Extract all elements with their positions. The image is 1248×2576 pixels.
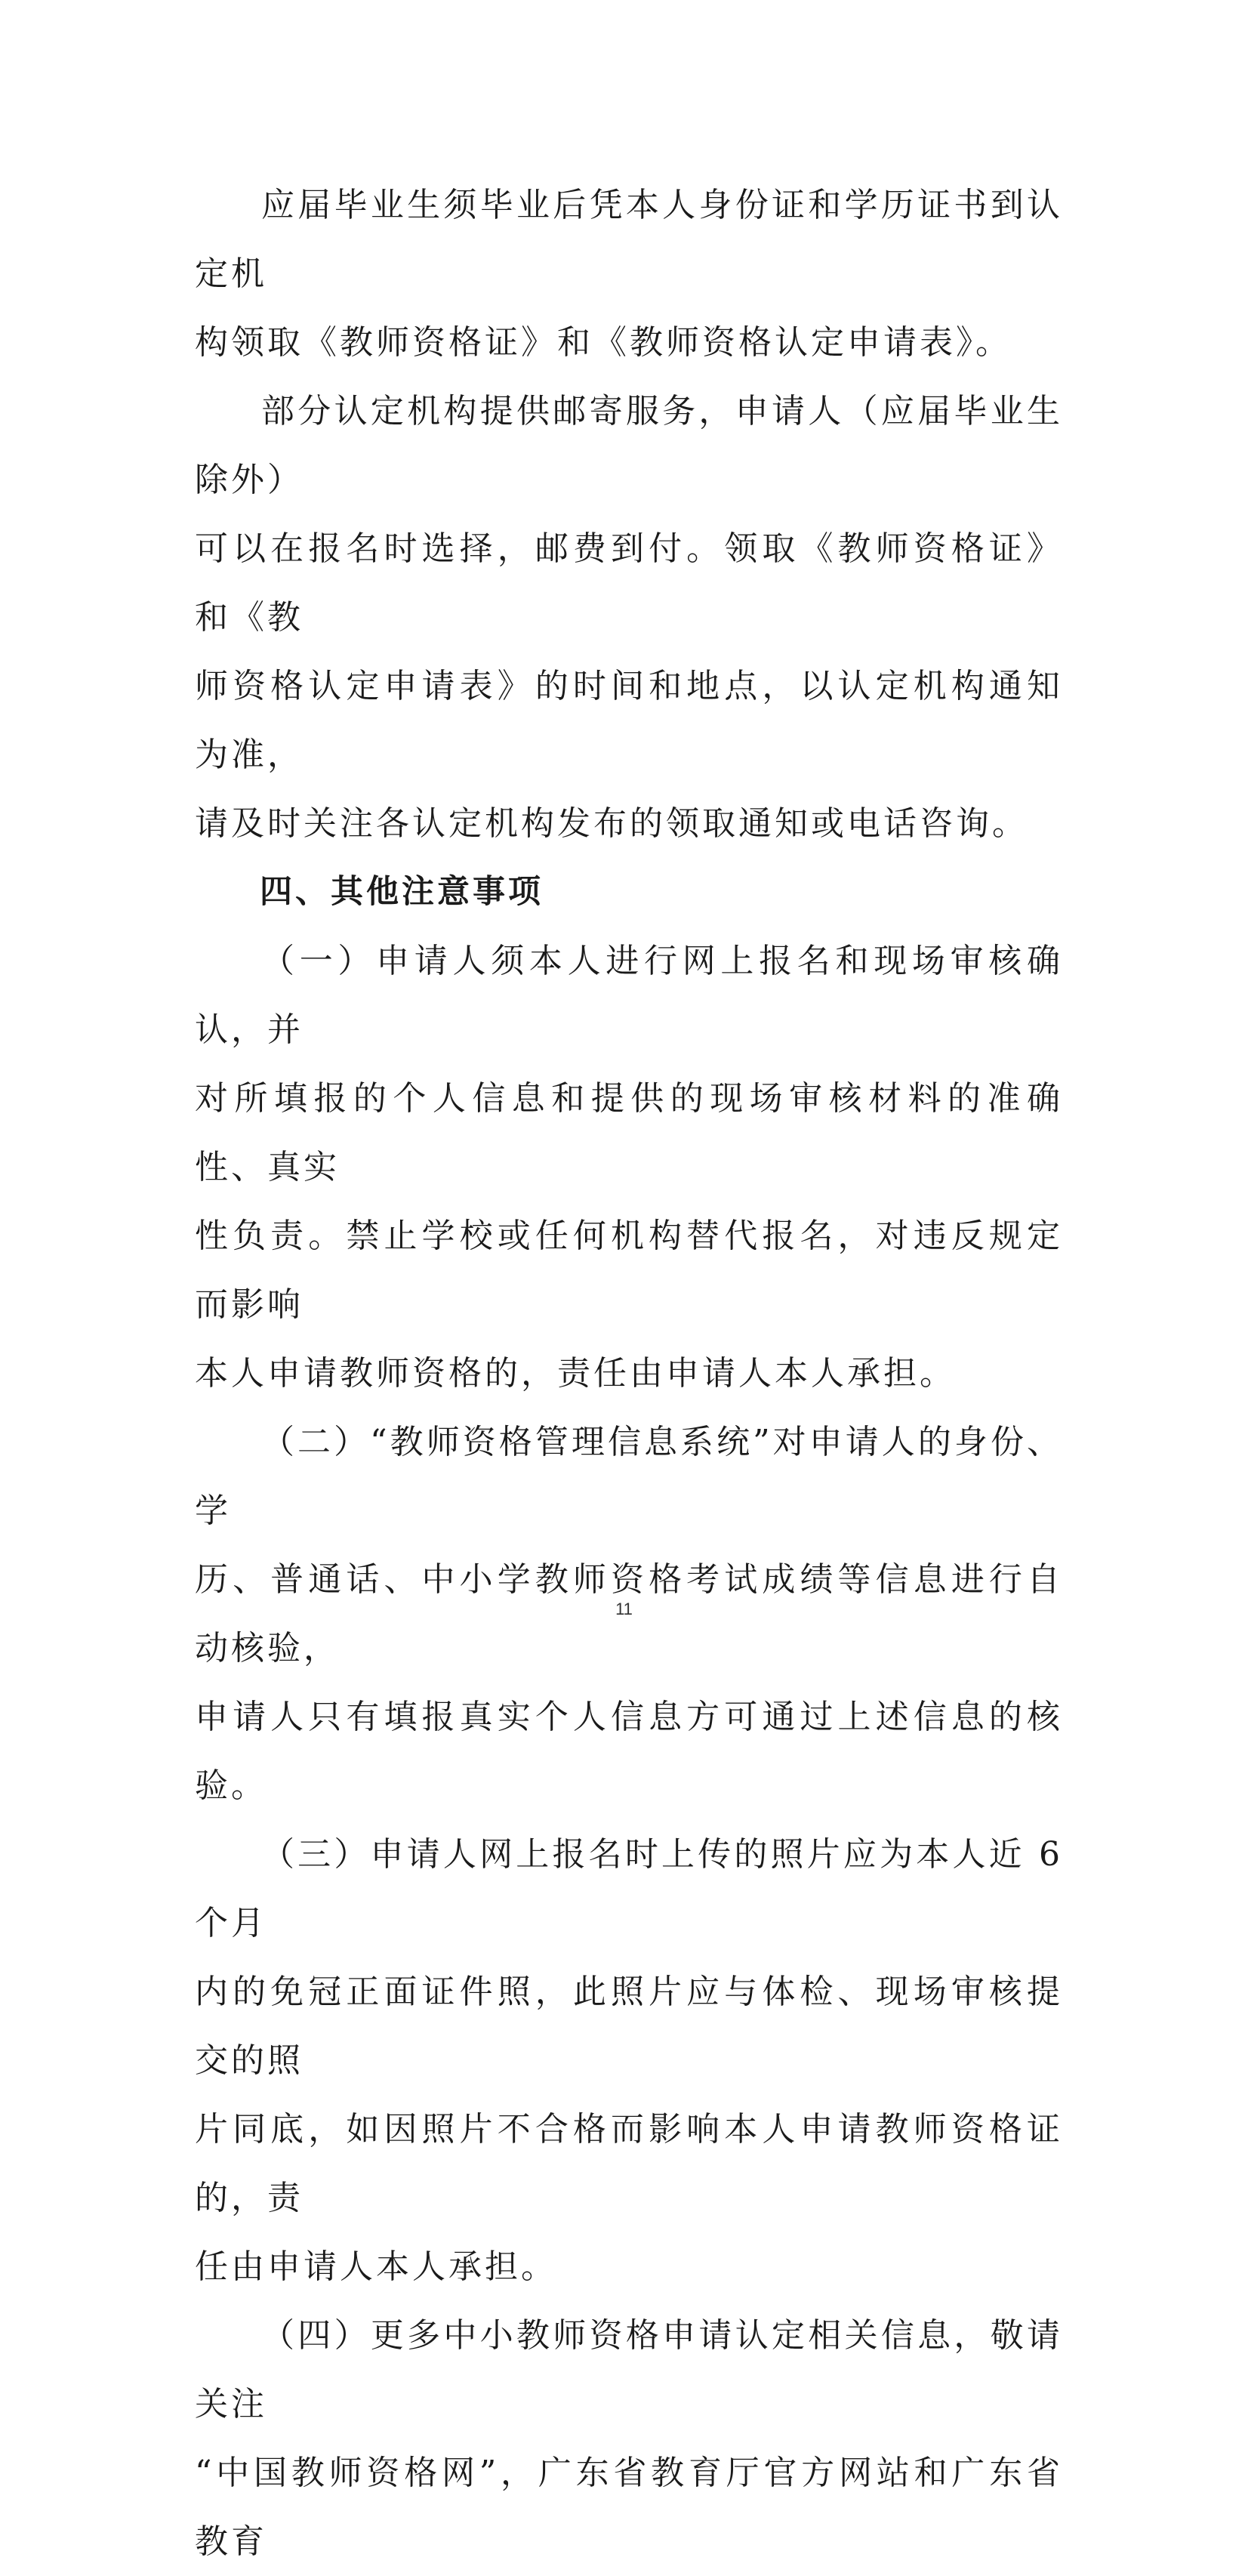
page-number: 11 xyxy=(615,1600,633,1618)
item-4-more-information: （四）更多中小教师资格申请认定相关信息，敬请关注 “中国教师资格网”，广东省教育厅官方网站和广东省教育 xyxy=(195,2316,1063,2561)
document-body xyxy=(195,171,1063,2576)
item-3-photo-requirements: （三）申请人网上报名时上传的照片应为本人近 6 个月 内的免冠正面证件照，此照片应与体检、现场审核提交的照 片同底，如因照片不合格而影响本人申请教师资格证的，责 任由申请人本人承担。 xyxy=(195,1835,1063,2286)
section-heading: 四、其他注意事项 xyxy=(260,873,544,911)
paragraph-graduate-collection: 应届毕业生须毕业后凭本人身份证和学历证书到认定机 构领取《教师资格证》和《教师资格认定申请表》。 xyxy=(195,186,1063,362)
item-2-system-verification: （二）“教师资格管理信息系统”对申请人的身份、学 历、普通话、中小学教师资格考试成绩等信息进行自动核验， 申请人只有填报真实个人信息方可通过上述信息的核验。 xyxy=(195,1423,1063,1805)
item-1-self-registration: （一）申请人须本人进行网上报名和现场审核确认，并 对所填报的个人信息和提供的现场审核材料的准确性、真实 性负责。禁止学校或任何机构替代报名，对违反规定而影响 本人申请教师资格的，责任由申请人本人承担。 xyxy=(195,942,1063,1393)
paragraph-mail-service: 部分认定机构提供邮寄服务，申请人（应届毕业生除外） 可以在报名时选择，邮费到付。领取《教师资格证》和《教 师资格认定申请表》的时间和地点，以认定机构通知为准， 请及时关注各认定机构发布的领取通知或电话咨询。 xyxy=(195,392,1063,843)
